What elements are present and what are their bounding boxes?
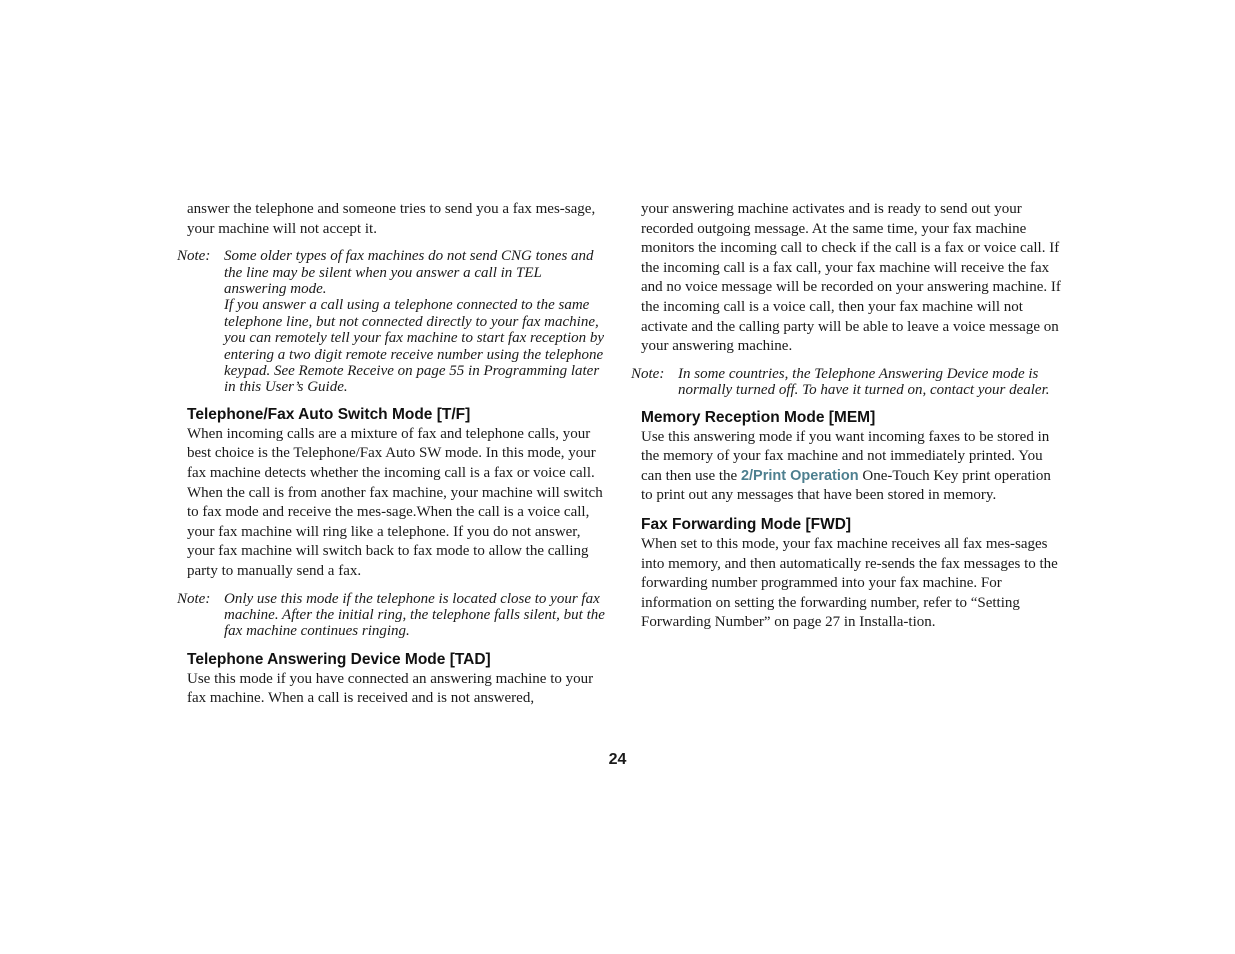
note-tad-countries (631, 366, 1061, 399)
note-label: Note: (177, 590, 211, 607)
mem-mode-paragraph (641, 428, 1061, 506)
note-text: In some countries, the Telephone Answering Device mode is normally turned off. To have it turned on, contact your dealer. (678, 365, 1050, 399)
heading-tf-mode: Telephone/Fax Auto Switch Mode [T/F] (187, 405, 471, 423)
intro-paragraph: answer the telephone and someone tries to send you a fax mes-sage, your machine will not accept it. (187, 201, 596, 237)
right-column (631, 200, 1061, 633)
tad-mode-paragraph: Use this mode if you have connected an answering machine to your fax machine. When a call is received and is not answered, (187, 670, 594, 707)
fwd-mode-paragraph: When set to this mode, your fax machine receives all fax mes-sages into memory, and then automatically re-sends the fax messages to the forwarding number programmed into your fax machine. For information on setting the forwarding number, refer to “Setting Forwarding Number” on page 27 in Installa-tion. (641, 535, 1058, 631)
heading-mem-mode: Memory Reception Mode [MEM] (641, 408, 876, 426)
page-number: 24 (608, 751, 627, 768)
note-text-2: If you answer a call using a telephone connected to the same telephone line, but not connected directly to your fax machine, you can remotely tell your fax machine to start fax reception by entering a two digit remote receive number using the telephone keypad. See Remote Receive on page 55 in Programming later in this User’s Guide. (224, 297, 605, 396)
left-column (177, 200, 607, 709)
note-label: Note: (177, 248, 211, 265)
note-text-1: Some older types of fax machines do not send CNG tones and the line may be silent when you answer a call in TEL answering mode. (224, 248, 594, 297)
mem-body-post: One-Touch Key print operation to print out any messages that have been stored in memory. (641, 467, 1051, 504)
note-label: Note: (631, 365, 665, 382)
mem-body-pre: Use this answering mode if you want incoming faxes to be stored in the memory of your fax machine and not immediately printed. You can then use the (641, 428, 1050, 484)
note-cng-tones (177, 248, 607, 396)
print-operation-link[interactable]: 2/Print Operation (740, 467, 859, 484)
heading-fwd-mode: Fax Forwarding Mode [FWD] (641, 515, 852, 533)
note-text: Only use this mode if the telephone is located close to your fax machine. After the initial ring, the telephone falls silent, but the fax machine continues ringing. (224, 590, 605, 640)
note-text (224, 248, 607, 396)
heading-tad-mode: Telephone Answering Device Mode [TAD] (187, 650, 491, 668)
tad-continued-paragraph: your answering machine activates and is ready to send out your recorded outgoing message. At the same time, your fax machine monitors the incoming call to check if the call is a fax or voice call. If the incoming call is a fax call, your fax machine will receive the fax and no voice message will be recorded on your answering machine. If the incoming call is a voice call, then your fax machine will not activate and the calling party will be able to leave a voice message on your answering machine. (641, 201, 1061, 355)
tf-mode-paragraph: When incoming calls are a mixture of fax and telephone calls, your best choice is the Telephone/Fax Auto SW mode. In this mode, your fax machine detects whether the incoming call is a fax or voice call. When the call is from another fax machine, your machine will switch to fax mode and receive the mes-sage.When the call is a voice call, your fax machine will ring like a telephone. If you do not answer, your fax machine will switch back to fax mode to allow the calling party to manually send a fax. (187, 425, 603, 579)
note-telephone-close (177, 591, 607, 640)
